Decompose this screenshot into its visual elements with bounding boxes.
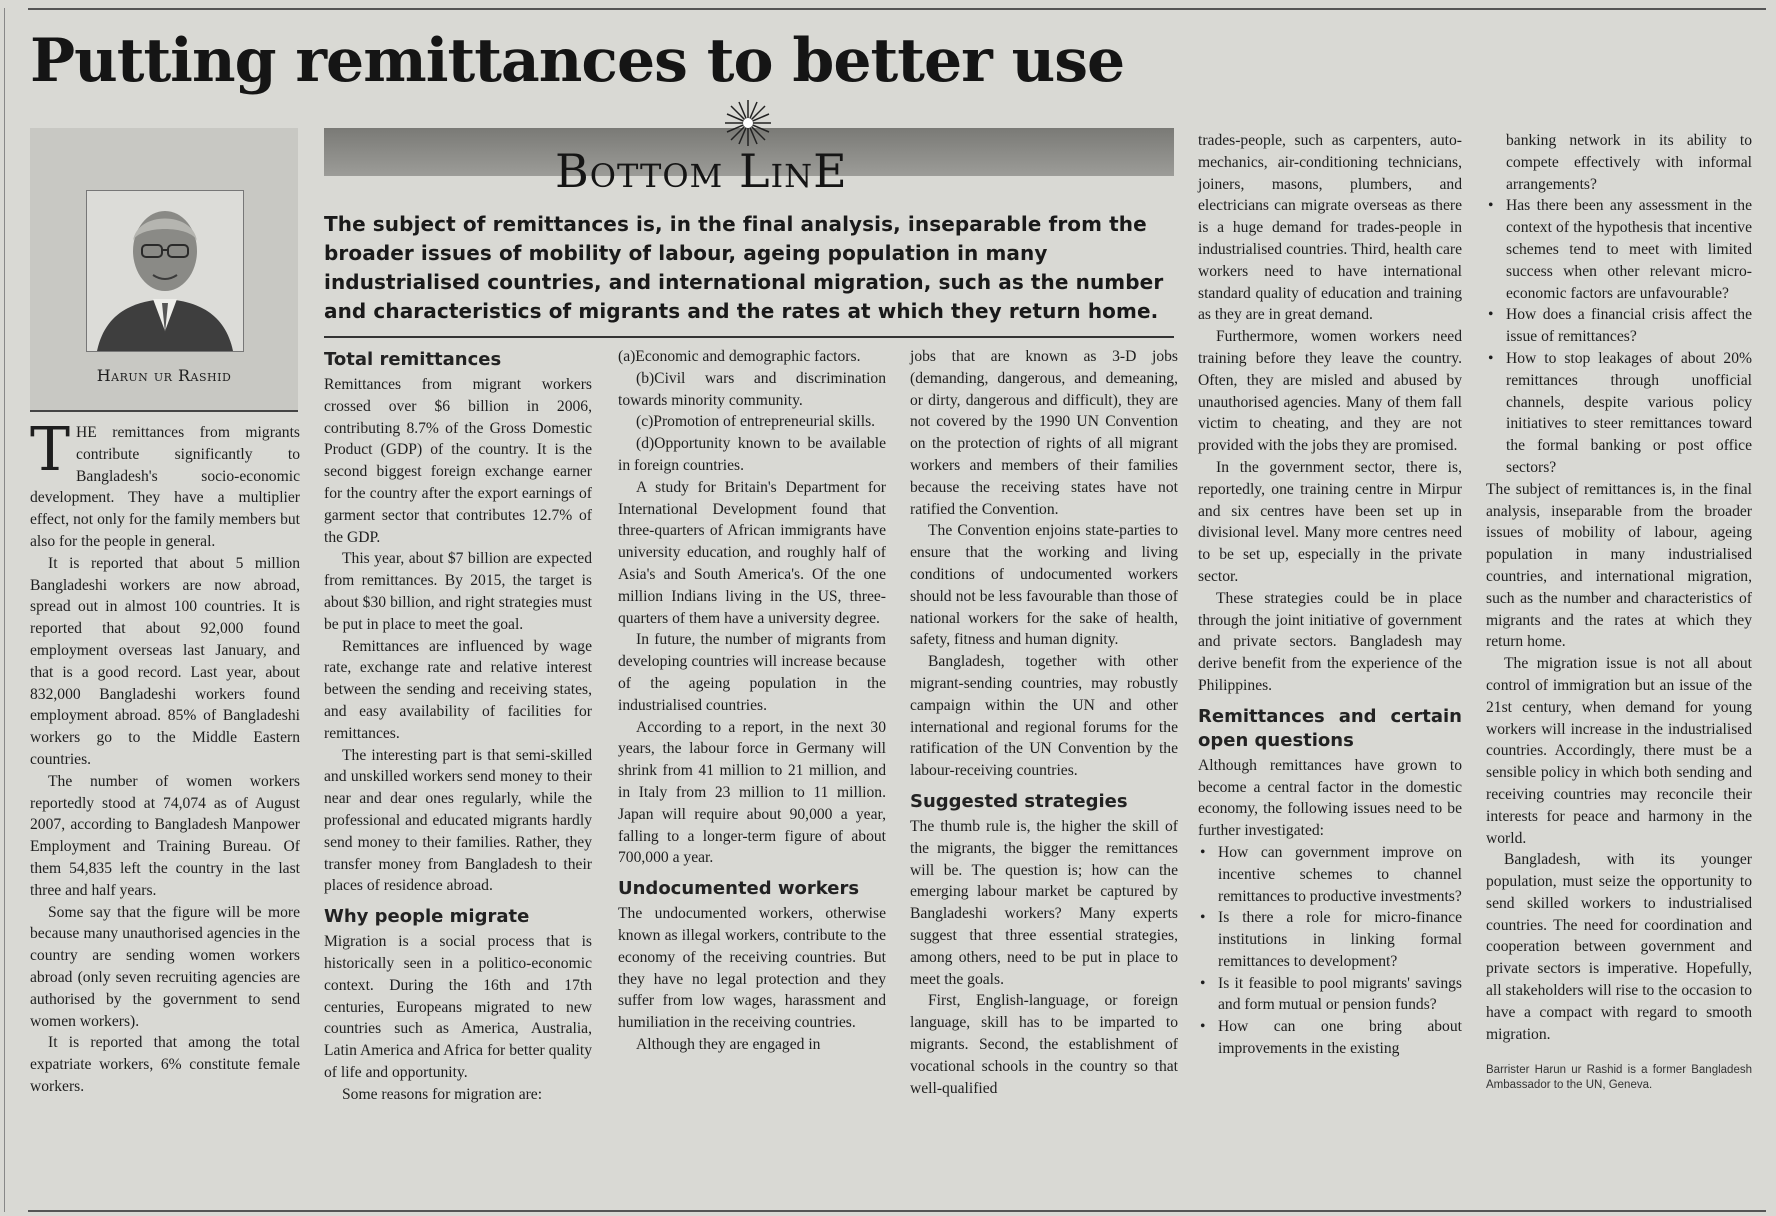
paragraph: In future, the number of migrants from developing countries will increase because of the ageing population in the industrialised countries.	[618, 631, 886, 714]
paragraph: Some reasons for migration are:	[342, 1085, 543, 1103]
paragraph: (c)Promotion of entrepreneurial skills.	[636, 413, 876, 431]
headline: Putting remittances to better use	[30, 26, 1125, 96]
paragraph: Bangladesh, with its younger population, must seize the opportunity to send skilled workers to industrialised countries. The need for coordination and cooperation between government and private sectors is imperative. Hopefully, all stakeholders will rise to the occasion to have a compact with regard to smooth migration.	[1486, 851, 1752, 1043]
list-item: • How does a financial crisis affect the issue of remittances?	[1486, 304, 1752, 348]
section-heading: Suggested strategies	[910, 790, 1128, 812]
paragraph: The subject of remittances is, in the final analysis, inseparable from the broader issues of mobility of labour, ageing population in many industrialised countries, and international migration, such as the number and characteristics of migrants and the rates at which they return home.	[1486, 480, 1752, 651]
paragraph: (b)Civil wars and discrimination towards minority community.	[618, 369, 886, 409]
banner-title: Bottom LinE	[555, 144, 848, 198]
page-left-border	[4, 8, 5, 1212]
section-heading: Remittances and certain open questions	[1198, 705, 1462, 751]
author-portrait-icon	[87, 191, 243, 351]
article-column-1	[30, 415, 300, 1098]
paragraph: Migration is a social process that is historically seen in a politico-economic context. During the 16th and 17th centuries, Europeans migrated to new countries such as America, Australia, Latin America and Africa for better quality of life and opportunity.	[324, 933, 592, 1081]
paragraph: In the government sector, there is, reportedly, one training centre in Mirpur and six centres have been set up in divisional level. Many more centres need to be set up, especially in the private sector.	[1198, 458, 1462, 585]
paragraph: Furthermore, women workers need training before they leave the country. Often, they are misled and abused by unauthorised agencies. Many of them fall victim to cheating, and they are not provided with the jobs they are promised.	[1198, 328, 1462, 455]
paragraph: jobs that are known as 3-D jobs (demanding, dangerous, and demeaning, or dirty, dangerous and difficult), they are not covered by the 1990 UN Convention on the protection of rights of all migrant workers and members of their families because the receiving states have not ratified the Convention.	[910, 348, 1178, 518]
paragraph: The Convention enjoins state-parties to ensure that the working and living conditions of undocumented workers should not be less favourable than those of national workers for the sake of health, safety, fitness and human dignity.	[910, 522, 1178, 649]
intro-paragraph	[30, 415, 300, 553]
list-item: • How to stop leakages of about 20% remittances through unofficial channels, despite various policy initiatives to steer remittances toward the formal banking or post office sectors?	[1486, 348, 1752, 479]
paragraph: According to a report, in the next 30 years, the labour force in Germany will shrink from 41 million to 21 million, and in Italy from 23 million to 11 million. Japan will require about 90,000 a year, falling to a longer-term figure of about 700,000 a year.	[618, 718, 886, 867]
list-item: • How can one bring about improvements in the existing	[1198, 1016, 1462, 1060]
intro-text: HE remittances from migrants contribute significantly to Bangladesh's socio-economic development. They have a multiplier effect, not only for the family members but also for the people in general.	[30, 424, 300, 550]
article-column-5	[1198, 130, 1462, 1060]
author-footnote: Barrister Harun ur Rashid is a former Bangladesh Ambassador to the UN, Geneva.	[1486, 1064, 1752, 1092]
paragraph: Bangladesh, together with other migrant-sending countries, may robustly campaign within the UN and other international and regional forums for the ratification of the UN Convention by the labour-receiving countries.	[910, 653, 1178, 780]
paragraph: A study for Britain's Department for International Development found that three-quarters of African immigrants have university education, and roughly half of Asia's and South America's. Of the one million Indians living in the US, three-quarters of them have a university degree.	[618, 478, 886, 627]
paragraph: The interesting part is that semi-skilled and unskilled workers send money to their near and dear ones regularly, while the professional and educated migrants hardly send money to their families. Rather, they transfer money from Bangladesh to their places of residence abroad.	[324, 746, 592, 895]
paragraph: Although remittances have grown to become a central factor in the domestic economy, the following issues need to be further investigated:	[1198, 756, 1462, 840]
top-rule	[28, 8, 1766, 10]
paragraph: Remittances from migrant workers crossed over $6 billion in 2006, contributing 8.7% of the Gross Domestic Product (GDP) of the country. It is the second biggest foreign exchange earner for the country after the export earnings of garment sector that contributes 12.7% of the GDP.	[324, 376, 592, 546]
lead-paragraph: The subject of remittances is, in the final analysis, inseparable from the broader issues of mobility of labour, ageing population in many industrialised countries, and international migration, such as the number and characteristics of migrants and the rates at which they return home.	[324, 212, 1164, 323]
list-item: • How can government improve on incentive schemes to channel remittances to productive investments?	[1198, 842, 1462, 907]
article-column-2	[324, 346, 592, 1106]
paragraph: The migration issue is not all about control of immigration but an issue of the 21st century, when demand for young workers will increase in the industrialised countries. Accordingly, there must be a sensible policy in which both sending and receiving countries may reconcile their interests for peace and harmony in the world.	[1486, 655, 1752, 847]
paragraph: trades-people, such as carpenters, auto-mechanics, air-conditioning technicians, joiners, masons, plumbers, and electricians can migrate overseas as there is a huge demand for trades-people in industrialised countries. Third, health care workers need to have international standard quality of education and training as they are in great demand.	[1198, 132, 1462, 324]
author-photo	[86, 190, 244, 352]
paragraph: Some say that the figure will be more because many unauthorised agencies in the country are sending women workers abroad (only seven recruiting agencies are authorised by the government to send women workers).	[30, 903, 300, 1030]
paragraph: It is reported that among the total expatriate workers, 6% constitute female workers.	[30, 1034, 300, 1095]
list-continuation: banking network in its ability to compete effectively with informal arrangements?	[1506, 132, 1752, 193]
drop-cap: T	[30, 415, 71, 485]
section-heading: Undocumented workers	[618, 878, 860, 900]
paragraph: First, English-language, or foreign language, skill has to be imparted to migrants. Second, the establishment of vocational schools in the country so that well-qualified	[910, 992, 1178, 1097]
paragraph: The undocumented workers, otherwise known as illegal workers, contribute to the economy of the receiving countries. But they have no legal protection and they suffer from low wages, harassment and humiliation in the receiving countries.	[618, 905, 886, 1032]
article-column-6	[1486, 130, 1752, 1093]
paragraph: It is reported that about 5 million Bangladeshi workers are now abroad, spread out in almost 100 countries. It is reported that about 92,000 found employment overseas last January, and that is a good record. Last year, about 832,000 Bangladeshi workers found employment abroad. 85% of Bangladeshi workers go to the Middle Eastern countries.	[30, 554, 300, 768]
paragraph: This year, about $7 billion are expected from remittances. By 2015, the target is about $30 billion, and right strategies must be put in place to meet the goal.	[324, 550, 592, 633]
paragraph: Remittances are influenced by wage rate, exchange rate and relative interest between the sending and receiving states, and easy availability of facilities for remittances.	[324, 637, 592, 742]
section-heading: Why people migrate	[324, 906, 530, 928]
author-photo-box	[30, 128, 298, 412]
article-column-3	[618, 346, 886, 1056]
paragraph: Although they are engaged in	[636, 1035, 821, 1053]
paragraph: These strategies could be in place through the joint initiative of government and private sectors. Bangladesh may derive benefit from the experience of the Philippines.	[1198, 589, 1462, 694]
lead-rule	[324, 336, 1174, 338]
paragraph: (a)Economic and demographic factors.	[618, 348, 861, 365]
paragraph: The thumb rule is, the higher the skill of the migrants, the bigger the remittances will be. The question is; how can the emerging labour market be captured by Bangladeshi workers? Many experts suggest that three essential strategies, among others, need to be put in place to meet the goals.	[910, 817, 1178, 988]
list-item: • Has there been any assessment in the context of the hypothesis that incentive schemes tend to meet with limited success when other relevant micro-economic factors are unfavourable?	[1486, 195, 1752, 304]
list-item: • Is there a role for micro-finance institutions in linking formal remittances to development?	[1198, 907, 1462, 972]
question-list	[1198, 842, 1462, 1060]
bottom-rule	[28, 1210, 1766, 1212]
section-heading: Total remittances	[324, 349, 502, 370]
author-byline: Harun ur Rashid	[96, 366, 232, 385]
list-item: • Is it feasible to pool migrants' savings and form mutual or pension funds?	[1198, 973, 1462, 1017]
paragraph: The number of women workers reportedly stood at 74,074 as of August 2007, according to Bangladesh Manpower Employment and Training Bureau. Of them 54,835 left the country in the last three and half years.	[30, 772, 300, 899]
starburst-icon	[725, 100, 771, 146]
paragraph: (d)Opportunity known to be available in foreign countries.	[618, 435, 886, 474]
question-list	[1486, 195, 1752, 478]
article-column-4	[910, 346, 1178, 1099]
